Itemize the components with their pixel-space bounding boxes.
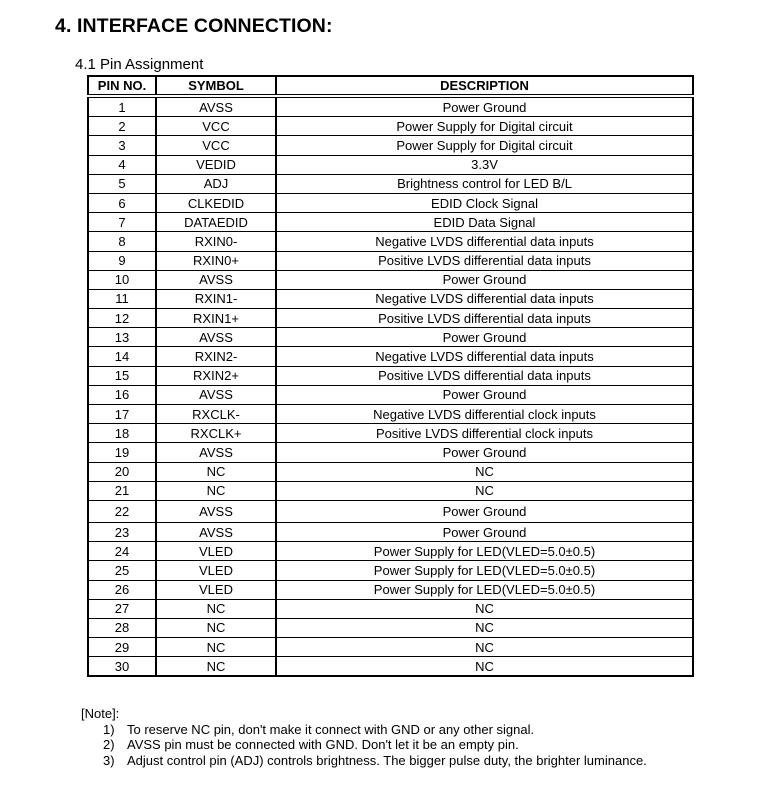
note-number: 3) (103, 752, 115, 768)
description-cell: Positive LVDS differential clock inputs (276, 424, 693, 443)
description-cell: Power Ground (276, 443, 693, 462)
pin-number-cell: 20 (88, 462, 156, 481)
table-row (88, 347, 693, 366)
description-cell: Positive LVDS differential data inputs (276, 366, 693, 385)
symbol-cell: AVSS (156, 522, 276, 541)
description-cell: Power Supply for Digital circuit (276, 117, 693, 136)
pin-number-cell: 26 (88, 580, 156, 599)
table-row (88, 385, 693, 404)
description-cell: Power Supply for LED(VLED=5.0±0.5) (276, 542, 693, 561)
pin-number-cell: 11 (88, 289, 156, 308)
pin-number-cell: 27 (88, 599, 156, 618)
pin-number-cell: 15 (88, 366, 156, 385)
notes-list (81, 722, 647, 769)
symbol-cell: ADJ (156, 174, 276, 193)
description-cell: NC (276, 618, 693, 637)
symbol-cell: VLED (156, 580, 276, 599)
description-cell: Negative LVDS differential data inputs (276, 347, 693, 366)
table-body (88, 96, 693, 676)
table-row (88, 232, 693, 251)
column-header-symbol: SYMBOL (156, 76, 276, 96)
description-cell: NC (276, 638, 693, 657)
pin-number-cell: 14 (88, 347, 156, 366)
symbol-cell: VCC (156, 117, 276, 136)
description-cell: Power Ground (276, 270, 693, 289)
pin-number-cell: 17 (88, 405, 156, 424)
pin-number-cell: 12 (88, 309, 156, 328)
table-row (88, 174, 693, 193)
pin-number-cell: 28 (88, 618, 156, 637)
table-row (88, 366, 693, 385)
symbol-cell: RXIN0+ (156, 251, 276, 270)
table-row (88, 270, 693, 289)
symbol-cell: VLED (156, 561, 276, 580)
column-header-description: DESCRIPTION (276, 76, 693, 96)
symbol-cell: RXIN2- (156, 347, 276, 366)
table-row (88, 522, 693, 541)
pin-number-cell: 21 (88, 481, 156, 500)
table-row (88, 136, 693, 155)
description-cell: Power Ground (276, 500, 693, 522)
symbol-cell: RXIN2+ (156, 366, 276, 385)
description-cell: Power Supply for LED(VLED=5.0±0.5) (276, 561, 693, 580)
symbol-cell: VEDID (156, 155, 276, 174)
table-header-row (88, 76, 693, 96)
description-cell: Negative LVDS differential data inputs (276, 289, 693, 308)
symbol-cell: DATAEDID (156, 213, 276, 232)
note-text: Adjust control pin (ADJ) controls brightness. The bigger pulse duty, the brighter luminance. (127, 752, 647, 768)
table-row (88, 462, 693, 481)
symbol-cell: AVSS (156, 270, 276, 289)
symbol-cell: VCC (156, 136, 276, 155)
note-number: 2) (103, 737, 115, 752)
description-cell: Power Ground (276, 328, 693, 347)
table-row (88, 213, 693, 232)
pin-number-cell: 29 (88, 638, 156, 657)
symbol-cell: CLKEDID (156, 193, 276, 212)
table-row (88, 289, 693, 308)
note-number: 1) (103, 721, 115, 737)
symbol-cell: RXCLK+ (156, 424, 276, 443)
description-cell: Power Ground (276, 96, 693, 117)
table-row (88, 481, 693, 500)
notes-section (81, 706, 647, 768)
subsection-heading: 4.1 Pin Assignment (75, 56, 204, 73)
note-text: AVSS pin must be connected with GND. Don't let it be an empty pin. (127, 737, 519, 752)
symbol-cell: RXIN1+ (156, 309, 276, 328)
table-row (88, 657, 693, 677)
symbol-cell: AVSS (156, 443, 276, 462)
table-row (88, 599, 693, 618)
description-cell: Brightness control for LED B/L (276, 174, 693, 193)
table-row (88, 580, 693, 599)
note-item (81, 753, 647, 769)
symbol-cell: AVSS (156, 500, 276, 522)
notes-title: [Note]: (81, 706, 120, 721)
description-cell: Negative LVDS differential data inputs (276, 232, 693, 251)
pin-number-cell: 25 (88, 561, 156, 580)
pin-number-cell: 8 (88, 232, 156, 251)
description-cell: EDID Data Signal (276, 213, 693, 232)
pin-number-cell: 5 (88, 174, 156, 193)
table-row (88, 443, 693, 462)
pin-number-cell: 1 (88, 96, 156, 117)
table-row (88, 328, 693, 347)
table-row (88, 500, 693, 522)
description-cell: Power Supply for Digital circuit (276, 136, 693, 155)
table-row (88, 618, 693, 637)
symbol-cell: AVSS (156, 385, 276, 404)
symbol-cell: RXIN1- (156, 289, 276, 308)
description-cell: NC (276, 599, 693, 618)
description-cell: Positive LVDS differential data inputs (276, 251, 693, 270)
pin-number-cell: 6 (88, 193, 156, 212)
pin-number-cell: 18 (88, 424, 156, 443)
pin-number-cell: 2 (88, 117, 156, 136)
table-row (88, 424, 693, 443)
pin-number-cell: 7 (88, 213, 156, 232)
table-row (88, 155, 693, 174)
note-item (81, 722, 647, 738)
table-row (88, 542, 693, 561)
symbol-cell: NC (156, 657, 276, 677)
symbol-cell: NC (156, 638, 276, 657)
description-cell: Negative LVDS differential clock inputs (276, 405, 693, 424)
description-cell: EDID Clock Signal (276, 193, 693, 212)
symbol-cell: NC (156, 462, 276, 481)
pin-number-cell: 23 (88, 522, 156, 541)
note-item (81, 737, 647, 753)
pin-assignment-table (87, 75, 694, 677)
description-cell: Power Ground (276, 385, 693, 404)
table-row (88, 96, 693, 117)
symbol-cell: RXIN0- (156, 232, 276, 251)
description-cell: Power Ground (276, 522, 693, 541)
symbol-cell: NC (156, 481, 276, 500)
symbol-cell: AVSS (156, 328, 276, 347)
table-row (88, 117, 693, 136)
pin-number-cell: 10 (88, 270, 156, 289)
table-row (88, 638, 693, 657)
pin-number-cell: 16 (88, 385, 156, 404)
symbol-cell: NC (156, 599, 276, 618)
section-heading: 4. INTERFACE CONNECTION: (55, 15, 333, 37)
pin-number-cell: 19 (88, 443, 156, 462)
pin-number-cell: 13 (88, 328, 156, 347)
pin-number-cell: 24 (88, 542, 156, 561)
pin-number-cell: 3 (88, 136, 156, 155)
pin-number-cell: 4 (88, 155, 156, 174)
pin-number-cell: 30 (88, 657, 156, 677)
symbol-cell: NC (156, 618, 276, 637)
column-header-pin-no: PIN NO. (88, 76, 156, 96)
table-row (88, 561, 693, 580)
description-cell: NC (276, 657, 693, 677)
symbol-cell: AVSS (156, 96, 276, 117)
description-cell: NC (276, 481, 693, 500)
symbol-cell: RXCLK- (156, 405, 276, 424)
description-cell: NC (276, 462, 693, 481)
table-row (88, 405, 693, 424)
pin-number-cell: 22 (88, 500, 156, 522)
pin-number-cell: 9 (88, 251, 156, 270)
description-cell: 3.3V (276, 155, 693, 174)
table-row (88, 251, 693, 270)
table-row (88, 309, 693, 328)
table-row (88, 193, 693, 212)
symbol-cell: VLED (156, 542, 276, 561)
description-cell: Positive LVDS differential data inputs (276, 309, 693, 328)
description-cell: Power Supply for LED(VLED=5.0±0.5) (276, 580, 693, 599)
note-text: To reserve NC pin, don't make it connect with GND or any other signal. (127, 721, 535, 737)
